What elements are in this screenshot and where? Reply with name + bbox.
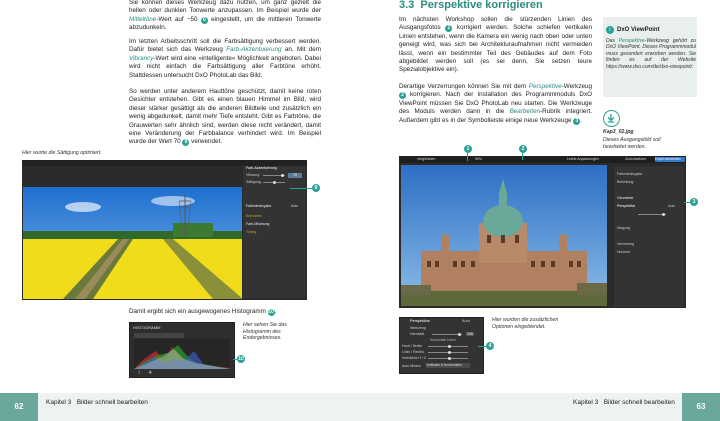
saettigung-slider[interactable] (263, 182, 285, 183)
zoom-field[interactable]: 50% (475, 157, 483, 161)
dxo-viewpoint-sidebox (603, 17, 697, 97)
sidebox-title: DxO ViewPoint (617, 27, 660, 33)
page-number-63: 63 (682, 393, 720, 421)
marker-2: 2 (519, 145, 527, 153)
marker-10: 10 (238, 356, 244, 362)
marker-3: 3 (690, 198, 698, 206)
rathaus-image (401, 165, 607, 306)
caption-saettigung: Hier wurde die Sättigung optimiert. (22, 150, 102, 156)
auto-label[interactable]: Auto (291, 204, 299, 208)
rapeseed-field-image (23, 187, 278, 299)
persp-links-rechts: Links / Rechts (402, 350, 424, 354)
marker-1: 1 (464, 145, 472, 153)
paragraph-mitteltoene: Sie können dieses Werkzeug dazu nutzen, um ganz gezielt die hellen oder dunklen Tonwerte anzupassen. Im Beispiel wurde der Mitteltöne-Wert auf −50 6 eingestellt, um die mittleren Tonwerte abzudunkeln. (129, 0, 321, 32)
persp-intensitaet: Intensität (410, 332, 425, 336)
persp-auto[interactable]: Auto (462, 319, 470, 323)
marker-3-line (684, 202, 690, 203)
file-name: Kap3_02.jpg (603, 129, 634, 135)
paragraph-histogramm: Damit ergibt sich ein ausgewogenes Histogramm 10. (129, 308, 277, 315)
panel-belichtung[interactable]: Belichtung (617, 180, 634, 184)
hoch-breite-slider[interactable] (428, 346, 468, 347)
farb-mischung-label[interactable]: Farb-Mischung (246, 222, 270, 226)
persp-werkzeug: Werkzeug (410, 326, 426, 330)
vibrancy-label: Vibrancy (246, 173, 260, 177)
footer-right (360, 393, 720, 421)
perspektive-slider[interactable] (638, 214, 666, 215)
toolbar (399, 156, 686, 163)
vibrancy-value[interactable]: 70 (288, 173, 302, 178)
farb-akzentuierung-panel (242, 163, 307, 299)
perspektive-options-panel (399, 317, 484, 374)
page-number-62: 62 (0, 393, 38, 421)
panel-perspektive[interactable]: Perspektive (617, 204, 636, 208)
export-button[interactable]: Export anwenden (655, 157, 685, 162)
histogram-channel-buttons[interactable] (134, 333, 184, 338)
marker-2-line (522, 153, 523, 160)
file-caption: Dieses Ausgangsbild soll bearbeitet werden. (603, 137, 661, 150)
caption-histogramm: Hier sehen Sie das Histogramm des Endergebnisses. (243, 322, 287, 342)
marker-4: 4 (486, 342, 494, 350)
persp-horizontale: Horizontale Linien (430, 338, 456, 342)
panel-neigung[interactable]: Neigung (617, 226, 631, 230)
reset-button[interactable]: Zurücksetzen (625, 157, 647, 161)
persp-title: Perspektive (410, 319, 430, 323)
screenshot-rapeseed-field (22, 160, 307, 300)
presets-button[interactable]: Letzte Anpassungen (567, 157, 599, 161)
persp-intensitaet-slider[interactable] (432, 334, 462, 335)
marker-1-line (467, 153, 468, 161)
sun-icon[interactable]: ☀ (148, 370, 153, 376)
histogram-title: HISTOGRAMM (133, 325, 161, 330)
panel-auto[interactable]: Auto (668, 204, 676, 208)
download-icon (603, 110, 620, 127)
marker-9-line (290, 188, 312, 189)
paragraph-farbsaettigung: Im letzten Arbeitsschritt soll die Farbsättigung verbessert werden. Dafür bietet sich das Werkzeug Farb-Akzentuierung an. Mit dem Vibrancy-Wert wird eine »intelligente« Möglichkeit angeboten. Dabei wird nicht einfach die Farbsättigung aller Farbtöne erhöht. Stattdessen untersucht DxO PhotoLab das Bild. (129, 38, 321, 79)
panel-verzerrung[interactable]: Verzerrung (617, 242, 635, 246)
persp-automodus: Auto-Modus (402, 364, 421, 368)
szenarien-label[interactable]: Szenarien (246, 214, 262, 218)
toning-label[interactable]: Toning (246, 230, 257, 234)
paragraph-perspektive: Derartige Verzerrungen können Sie mit dem Perspektive-Werkzeug 2 korrigieren. Nach der Installation des Programmmoduls DxO ViewPoint müssen Sie DxO PhotoLab neu starten. Die Werkzeuge des Moduls werden dann in die Bearbeiten-Rubrik integriert. Außerdem gibt es in der Symbolleiste einige neue Werkzeuge 3 . (399, 83, 592, 124)
section-heading: 3.3 Perspektive korrigieren (399, 0, 543, 11)
automodus-select[interactable]: Vertikalen & Horizontalen (426, 363, 470, 368)
footer-left (0, 393, 360, 421)
farbwiedergabe-label[interactable]: Farbwiedergabe (246, 204, 272, 208)
verhaeltnis-slider[interactable] (428, 358, 468, 359)
persp-verhaeltnis: Verhältnis H / V (402, 356, 427, 360)
marker-9: 9 (312, 184, 320, 192)
geometrie-panel (613, 165, 685, 308)
caption-perspektive: Hier wurden die zusätzlichen Optionen eingeblendet. (492, 317, 559, 330)
screenshot-rathaus (399, 156, 686, 308)
footer-text-right: Kapitel 3 Bilder schnell bearbeiten (573, 399, 675, 406)
saettigung-label: Sättigung (246, 180, 261, 184)
panel-geometrie[interactable]: Geometrie (617, 196, 634, 200)
histogram-graph (134, 339, 230, 369)
panel-farbwiedergabe[interactable]: Farbwiedergabe (617, 172, 643, 176)
info-icon: i (606, 26, 614, 34)
paragraph-hauttoene: So werden unter anderem Hauttöne geschützt, damit keine roten Gesichter entstehen. Gibt es einen blauen Himmel im Bild, wird dieser stärker gesättigt als die anderen Bildteile und zusätzlich ein wenig abgedunkelt, damit mehr Tiefe entsteht. Gibt es Farbtöne, die Grauwerten sehr ähnlich sind, werden diese nicht verändert, damit eine Veränderung der Farbbalance verhindert wird. Im Beispiel wurde der Wert 70 9 verwendet. (129, 88, 321, 146)
moon-icon[interactable]: ☽ (136, 370, 141, 376)
persp-value[interactable]: 100 (467, 332, 473, 336)
histogram-panel (129, 322, 235, 378)
footer-text-left: Kapitel 3 Bilder schnell bearbeiten (46, 399, 148, 406)
links-rechts-slider[interactable] (428, 352, 468, 353)
panel-title: Farb-Akzentuierung (246, 166, 277, 170)
persp-hoch-breite: Hoch / Breite (402, 344, 423, 348)
paragraph-stuerzende-linien: Im nächsten Workshop sollen die stürzenden Linien des Ausgangsfotos 1 korrigiert werden. Solche schiefen vertikalen Linien entstehen, wenn die Kamera ein wenig nach oben oder unten geneigt wird, was sich bei Architekturaufnahmen nicht vermeiden lässt, wenn ein bestimmter Teil des Gebäudes auf dem Foto abgebildet werden soll (es sei denn, Sie setzen teure Spezialobjektive ein). (399, 16, 592, 74)
sidebox-text: Das Perspektive-Werkzeug gehört zu DxO ViewPoint. Dieses Programmmodul muss gesondert erworben werden. Sie finden es auf der Website https://www.dxo.com/de/dxo-viewpoint/. (606, 38, 696, 70)
panel-horizont[interactable]: Horizont (617, 250, 631, 254)
compare-button[interactable]: Vergleichen (417, 157, 436, 161)
marker-4-line (478, 346, 486, 347)
panel-header-bar (22, 160, 307, 166)
vibrancy-slider[interactable] (263, 175, 285, 176)
